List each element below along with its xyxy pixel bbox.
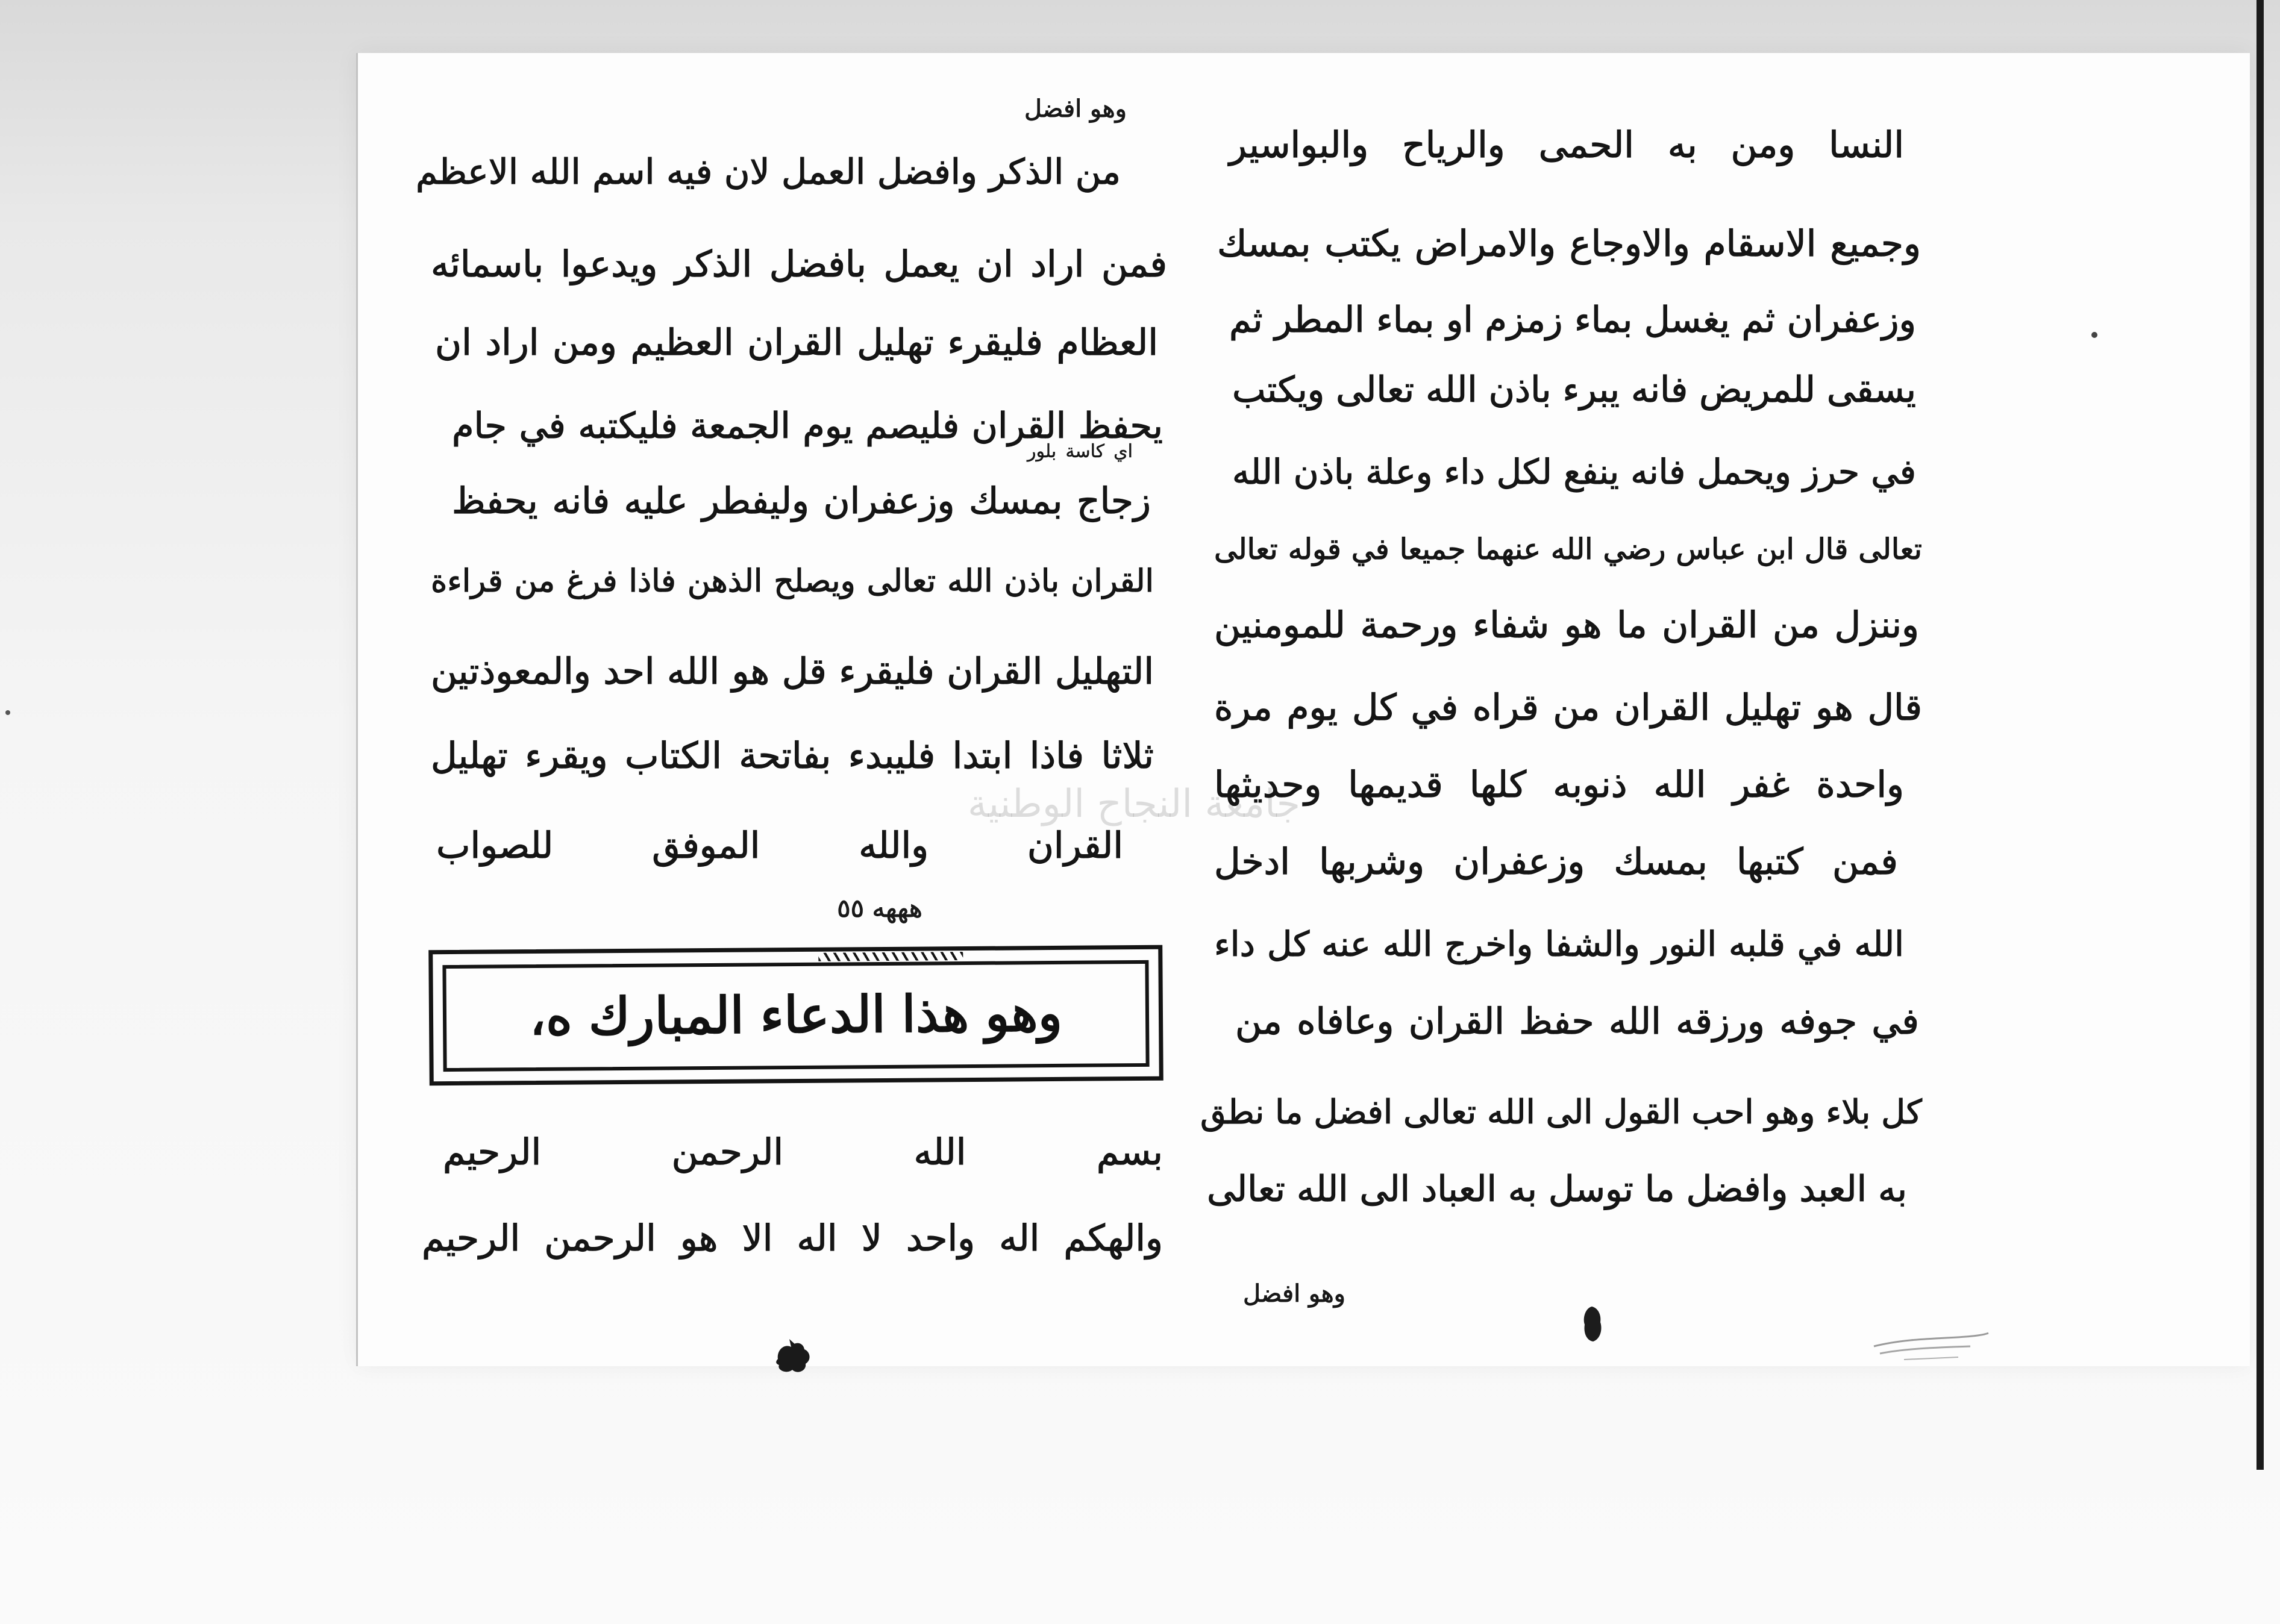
watermark: جامعة النجاح الوطنية [967, 782, 1301, 826]
right-page-line-2: وجميع الاسقام والاوجاع والامراض يكتب بمسك [1217, 223, 1921, 265]
margin-note: اي كاسة بلور [1027, 441, 1133, 462]
left-page-line-6: القران باذن الله تعالى ويصلح الذهن فاذا فرغ من قراءة [431, 563, 1154, 599]
right-page-line-4: يسقى للمريض فانه يبرء باذن الله تعالى ويكتب [1232, 369, 1916, 410]
ink-blot [773, 1338, 814, 1376]
right-page-line-8: قال هو تهليل القران من قراه في كل يوم مرة [1214, 687, 1922, 729]
heading-text: وهو هذا الدعاء المبارك ه، [529, 983, 1063, 1047]
ink-speck [5, 710, 11, 716]
left-page-line-1: من الذكر وافضل العمل لان فيه اسم الله الاعظم [416, 151, 1121, 192]
left-page-catchword: وهو افضل [1024, 95, 1127, 123]
right-page-line-9: واحدة غفر الله ذنوبه كلها قديمها وحديثها [1214, 764, 1904, 806]
scan-edge-border [2257, 0, 2264, 1470]
left-page-line-4: يحفظ القران فليصم يوم الجمعة فليكتبه في جام [452, 405, 1163, 446]
right-page-line-3: وزعفران ثم يغسل بماء زمزم او بماء المطر ثم [1229, 299, 1916, 340]
ornament-row: هههه ٥٥ [837, 893, 922, 923]
right-page-catchword: وهو افضل [1243, 1280, 1345, 1308]
right-page-line-11: الله في قلبه النور والشفا واخرج الله عنه كل داء [1214, 925, 1904, 964]
heading-box-hatching [818, 952, 963, 961]
left-page-line-5: زجاج بمسك وزعفران وليفطر عليه فانه يحفظ [452, 480, 1151, 522]
right-page-line-14: به العبد وافضل ما توسل به العباد الى الله تعالى [1207, 1168, 1907, 1210]
ink-speck [2091, 331, 2098, 339]
left-page-line-7: التهليل القران فليقرء قل هو الله احد والمعوذتين [431, 651, 1154, 693]
basmala-line: بسم الله الرحمن الرحيم [443, 1131, 1163, 1173]
ink-blot [1580, 1304, 1605, 1344]
right-page-line-12: في جوفه ورزقه الله حفظ القران وعافاه من [1235, 1001, 1919, 1043]
left-page-line-3: العظام فليقرء تهليل القران العظيم ومن اراد ان [435, 322, 1158, 364]
left-page-line-9: القران والله الموفق للصواب [436, 825, 1123, 867]
ink-scribble [1868, 1322, 1994, 1364]
heading-box [428, 945, 1163, 1085]
right-page-line-5: في حرز ويحمل فانه ينفع لكل داء وعلة باذن الله [1232, 452, 1916, 492]
right-page-line-13: كل بلاء وهو احب القول الى الله تعالى افضل ما نطق [1200, 1093, 1922, 1131]
left-page-line-8: ثلاثا فاذا ابتدا فليبدء بفاتحة الكتاب ويقرء تهليل [431, 735, 1154, 777]
left-page-line-2: فمن اراد ان يعمل بافضل الذكر ويدعوا باسمائه [431, 243, 1167, 286]
right-page-line-7: وننزل من القران ما هو شفاء ورحمة للمومنين [1214, 604, 1919, 646]
left-page-last-line: والهكم اله واحد لا اله الا هو الرحمن الرحيم [422, 1217, 1163, 1260]
right-page-line-1: النسا ومن به الحمى والرياح والبواسير [1229, 124, 1904, 166]
right-page-line-6: تعالى قال ابن عباس رضي الله عنهما جميعا في قوله تعالى [1214, 532, 1922, 566]
right-page-line-10: فمن كتبها بمسك وزعفران وشربها ادخل [1214, 841, 1898, 883]
